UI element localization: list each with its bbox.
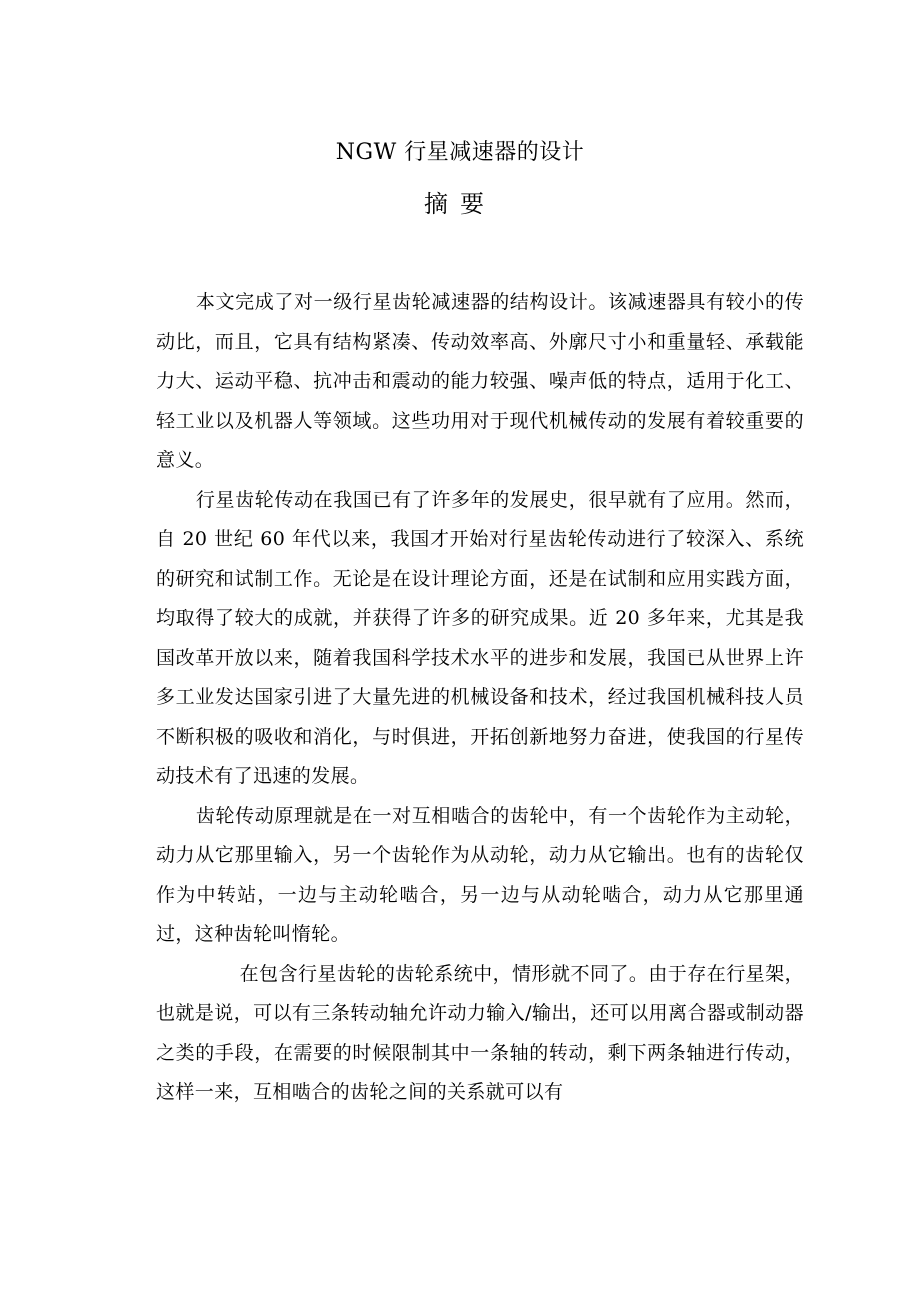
paragraph-4: 在包含行星齿轮的齿轮系统中，情形就不同了。由于存在行星架，也就是说，可以有三条转动轴允许动力输入/输出，还可以用离合器或制动器之类的手段，在需要的时候限制其中一条轴的转动，剩下两条轴进行传动，这样一来，互相啮合的齿轮之间的关系就可以有 <box>156 962 804 1103</box>
abstract-heading: 摘要 <box>424 190 496 218</box>
paragraph-3: 齿轮传动原理就是在一对互相啮合的齿轮中，有一个齿轮作为主动轮，动力从它那里输入，另一个齿轮作为从动轮，动力从它输出。也有的齿轮仅作为中转站，一边与主动轮啮合，另一边与从动轮啮合，动力从它那里通过，这种齿轮叫惰轮。 <box>156 804 804 945</box>
paragraph-1: 本文完成了对一级行星齿轮减速器的结构设计。该减速器具有较小的传动比，而且，它具有结构紧凑、传动效率高、外廓尺寸小和重量轻、承载能力大、运动平稳、抗冲击和震动的能力较强、噪声低的特点，适用于化工、轻工业以及机器人等领域。这些功用对于现代机械传动的发展有着较重要的意义。 <box>156 291 804 471</box>
document-title: NGW 行星减速器的设计 <box>335 140 585 165</box>
paragraph-2: 行星齿轮传动在我国已有了许多年的发展史，很早就有了应用。然而，自 20 世纪 60 年代以来，我国才开始对行星齿轮传动进行了较深入、系统的研究和试制工作。无论是在设计理论方面，还是在试制和应用实践方面，均取得了较大的成就，并获得了许多的研究成果。近 20 多年来，尤其是我国改革开放以来，随着我国科学技术水平的进步和发展，我国已从世界上许多工业发达国家引进了大量先进的机械设备和技术，经过我国机械科技人员不断积极的吸收和消化，与时俱进，开拓创新地努力奋进，使我国的行星传动技术有了迅速的发展。 <box>156 488 804 787</box>
abstract-body <box>156 283 804 1113</box>
